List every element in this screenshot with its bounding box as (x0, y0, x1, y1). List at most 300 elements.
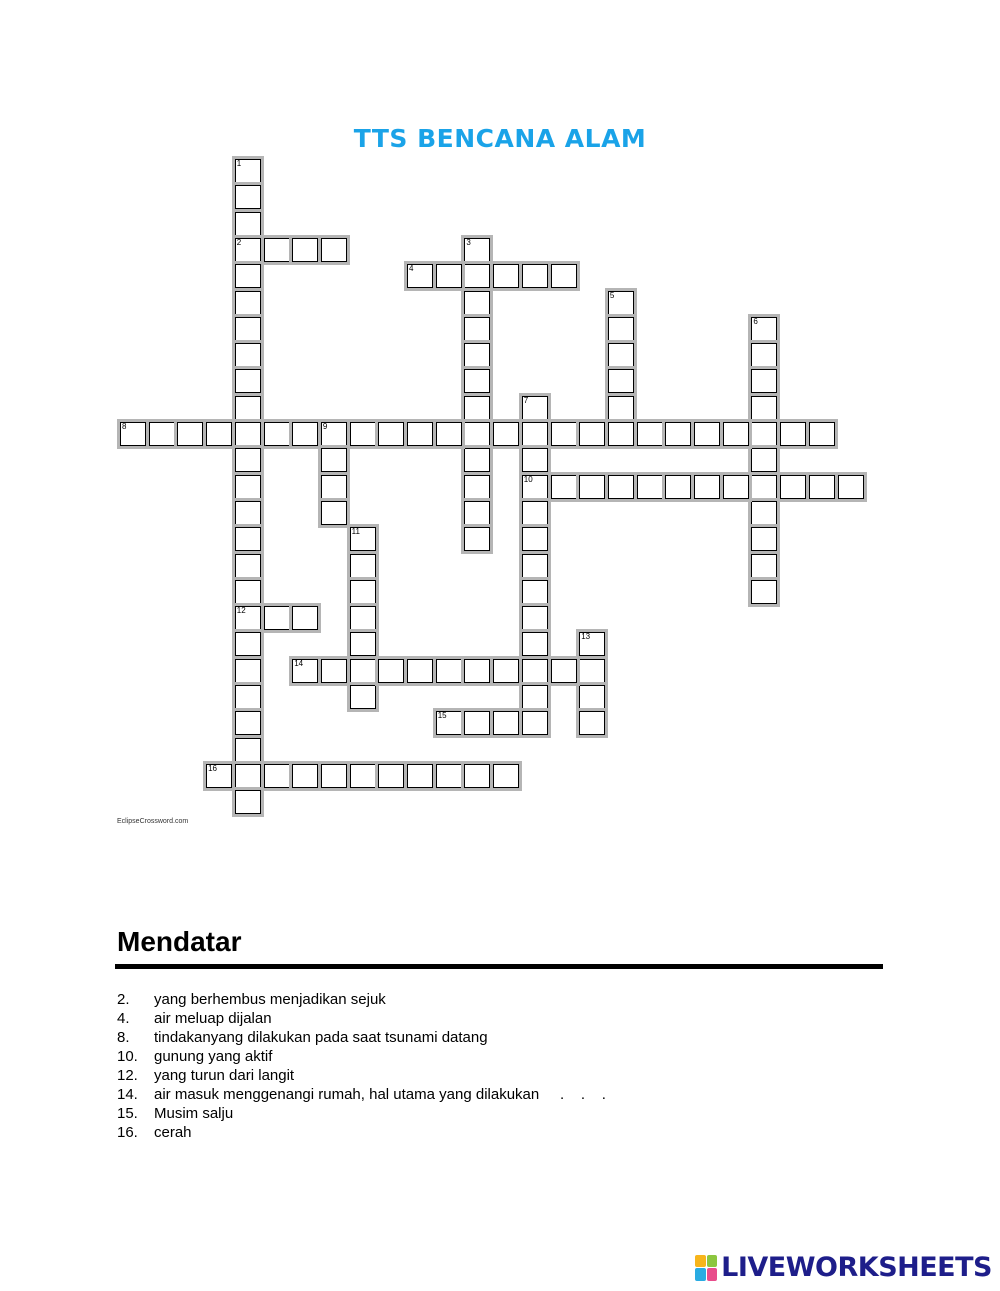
cell-input[interactable] (609, 344, 633, 366)
grid-cell[interactable] (264, 238, 290, 262)
grid-cell[interactable] (235, 501, 261, 525)
grid-cell[interactable] (436, 711, 462, 735)
grid-cell[interactable] (608, 291, 634, 315)
cell-input[interactable] (580, 712, 604, 734)
cell-input[interactable] (465, 318, 489, 340)
cell-input[interactable] (178, 423, 202, 445)
cell-input[interactable] (724, 423, 748, 445)
grid-cell[interactable] (321, 422, 347, 446)
grid-cell[interactable] (608, 422, 634, 446)
cell-input[interactable] (236, 791, 260, 813)
grid-cell[interactable] (436, 422, 462, 446)
cell-input[interactable] (351, 423, 375, 445)
cell-input[interactable] (265, 607, 289, 629)
grid-cell[interactable] (149, 422, 175, 446)
cell-input[interactable] (580, 660, 604, 682)
grid-cell[interactable] (551, 422, 577, 446)
grid-cell[interactable] (522, 422, 548, 446)
grid-cell[interactable] (292, 422, 318, 446)
grid-cell[interactable] (694, 422, 720, 446)
cell-input[interactable] (609, 423, 633, 445)
cell-input[interactable] (408, 423, 432, 445)
grid-cell[interactable] (235, 580, 261, 604)
grid-cell[interactable] (665, 422, 691, 446)
cell-input[interactable] (236, 344, 260, 366)
grid-cell[interactable] (522, 396, 548, 420)
cell-input[interactable] (810, 423, 834, 445)
grid-cell[interactable] (579, 475, 605, 499)
grid-cell[interactable] (579, 685, 605, 709)
grid-cell[interactable] (637, 422, 663, 446)
grid-cell[interactable] (321, 659, 347, 683)
grid-cell[interactable] (608, 343, 634, 367)
grid-cell[interactable] (235, 396, 261, 420)
cell-input[interactable] (781, 476, 805, 498)
grid-cell[interactable] (522, 448, 548, 472)
grid-cell[interactable] (838, 475, 864, 499)
grid-cell[interactable] (522, 475, 548, 499)
grid-cell[interactable] (723, 475, 749, 499)
grid-cell[interactable] (464, 501, 490, 525)
cell-input[interactable] (552, 660, 576, 682)
cell-input[interactable] (265, 239, 289, 261)
cell-input[interactable] (236, 765, 260, 787)
cell-input[interactable] (465, 344, 489, 366)
cell-input[interactable] (523, 449, 547, 471)
grid-cell[interactable] (665, 475, 691, 499)
clue-text: air meluap dijalan (154, 1010, 272, 1027)
cell-input[interactable] (609, 476, 633, 498)
grid-cell[interactable] (235, 291, 261, 315)
grid-cell[interactable] (264, 606, 290, 630)
cell-input[interactable] (609, 292, 633, 314)
grid-cell[interactable] (522, 554, 548, 578)
cell-input[interactable] (552, 476, 576, 498)
grid-cell[interactable] (407, 264, 433, 288)
grid-cell[interactable] (751, 422, 777, 446)
cell-input[interactable] (236, 739, 260, 761)
cell-input[interactable] (351, 686, 375, 708)
cell-input[interactable] (236, 712, 260, 734)
grid-cell[interactable] (350, 685, 376, 709)
grid-cell[interactable] (235, 632, 261, 656)
grid-cell[interactable] (350, 554, 376, 578)
cell-input[interactable] (379, 765, 403, 787)
grid-cell[interactable] (522, 527, 548, 551)
grid-cell[interactable] (464, 317, 490, 341)
grid-cell[interactable] (120, 422, 146, 446)
cell-input[interactable] (265, 423, 289, 445)
cell-input[interactable] (322, 423, 346, 445)
clue-number-label: 5 (609, 290, 615, 300)
cell-input[interactable] (638, 476, 662, 498)
cell-input[interactable] (236, 660, 260, 682)
cell-input[interactable] (752, 397, 776, 419)
cell-input[interactable] (408, 765, 432, 787)
grid-cell[interactable] (579, 422, 605, 446)
clue-number-label: 12 (236, 606, 246, 616)
cell-input[interactable] (609, 397, 633, 419)
grid-cell[interactable] (751, 580, 777, 604)
grid-cell[interactable] (350, 659, 376, 683)
grid-cell[interactable] (608, 369, 634, 393)
cell-input[interactable] (465, 292, 489, 314)
cell-input[interactable] (437, 660, 461, 682)
clue-text: yang turun dari langit (154, 1067, 295, 1084)
grid-cell[interactable] (235, 159, 261, 183)
grid-cell[interactable] (464, 659, 490, 683)
grid-cell[interactable] (378, 659, 404, 683)
grid-cell[interactable] (551, 264, 577, 288)
cell-input[interactable] (236, 397, 260, 419)
grid-cell[interactable] (235, 317, 261, 341)
grid-cell[interactable] (321, 475, 347, 499)
cell-input[interactable] (666, 476, 690, 498)
grid-cell[interactable] (436, 264, 462, 288)
cell-input[interactable] (523, 397, 547, 419)
grid-cell[interactable] (493, 764, 519, 788)
grid-cell[interactable] (436, 764, 462, 788)
cell-input[interactable] (724, 476, 748, 498)
cell-input[interactable] (437, 712, 461, 734)
grid-cell[interactable] (751, 527, 777, 551)
grid-cell[interactable] (464, 291, 490, 315)
cell-input[interactable] (351, 528, 375, 550)
cell-input[interactable] (494, 660, 518, 682)
cell-input[interactable] (523, 555, 547, 577)
cell-input[interactable] (236, 423, 260, 445)
grid-cell[interactable] (464, 711, 490, 735)
grid-cell[interactable] (264, 422, 290, 446)
cell-input[interactable] (351, 607, 375, 629)
grid-cell[interactable] (579, 711, 605, 735)
cell-input[interactable] (494, 712, 518, 734)
grid-cell[interactable] (694, 475, 720, 499)
cell-input[interactable] (752, 344, 776, 366)
grid-cell[interactable] (407, 764, 433, 788)
clue-number: 14. (117, 1086, 138, 1103)
grid-cell[interactable] (321, 448, 347, 472)
grid-cell[interactable] (464, 369, 490, 393)
cell-input[interactable] (580, 633, 604, 655)
cell-input[interactable] (351, 581, 375, 603)
clue-number: 4. (117, 1010, 130, 1027)
grid-cell[interactable] (321, 238, 347, 262)
grid-cell[interactable] (522, 632, 548, 656)
grid-cell[interactable] (608, 475, 634, 499)
grid-cell[interactable] (321, 501, 347, 525)
grid-cell[interactable] (235, 422, 261, 446)
cell-input[interactable] (379, 660, 403, 682)
cell-input[interactable] (236, 160, 260, 182)
cell-input[interactable] (523, 265, 547, 287)
cell-input[interactable] (523, 633, 547, 655)
cell-input[interactable] (465, 423, 489, 445)
cell-input[interactable] (638, 423, 662, 445)
liveworksheets-logo (695, 1252, 992, 1283)
grid-cell[interactable] (751, 501, 777, 525)
grid-cell[interactable] (493, 422, 519, 446)
grid-cell[interactable] (292, 659, 318, 683)
cell-input[interactable] (236, 686, 260, 708)
cell-input[interactable] (609, 318, 633, 340)
cell-input[interactable] (236, 633, 260, 655)
grid-cell[interactable] (751, 369, 777, 393)
grid-cell[interactable] (235, 448, 261, 472)
grid-cell[interactable] (235, 764, 261, 788)
cell-input[interactable] (322, 449, 346, 471)
cell-input[interactable] (465, 476, 489, 498)
grid-cell[interactable] (235, 475, 261, 499)
cell-input[interactable] (465, 765, 489, 787)
cell-input[interactable] (236, 502, 260, 524)
grid-cell[interactable] (809, 475, 835, 499)
cell-input[interactable] (150, 423, 174, 445)
clue-item (117, 1085, 817, 1104)
cell-input[interactable] (752, 555, 776, 577)
cell-input[interactable] (351, 633, 375, 655)
grid-cell[interactable] (177, 422, 203, 446)
grid-cell[interactable] (608, 317, 634, 341)
cell-input[interactable] (437, 423, 461, 445)
cell-input[interactable] (494, 265, 518, 287)
grid-cell[interactable] (522, 685, 548, 709)
grid-cell[interactable] (235, 185, 261, 209)
cell-input[interactable] (207, 765, 231, 787)
cell-input[interactable] (408, 660, 432, 682)
grid-cell[interactable] (780, 475, 806, 499)
cell-input[interactable] (465, 239, 489, 261)
cell-input[interactable] (523, 686, 547, 708)
grid-cell[interactable] (235, 685, 261, 709)
grid-cell[interactable] (464, 422, 490, 446)
cell-input[interactable] (839, 476, 863, 498)
grid-cell[interactable] (751, 317, 777, 341)
cell-input[interactable] (322, 660, 346, 682)
grid-cell[interactable] (780, 422, 806, 446)
cell-input[interactable] (752, 449, 776, 471)
grid-cell[interactable] (464, 238, 490, 262)
cell-input[interactable] (494, 423, 518, 445)
cell-input[interactable] (752, 423, 776, 445)
grid-cell[interactable] (522, 264, 548, 288)
cell-input[interactable] (322, 502, 346, 524)
grid-cell[interactable] (378, 422, 404, 446)
cell-input[interactable] (752, 370, 776, 392)
cell-input[interactable] (523, 423, 547, 445)
cell-input[interactable] (695, 423, 719, 445)
clue-number-label: 14 (294, 658, 304, 668)
grid-cell[interactable] (522, 606, 548, 630)
grid-cell[interactable] (321, 764, 347, 788)
cell-input[interactable] (465, 265, 489, 287)
cell-input[interactable] (523, 502, 547, 524)
cell-input[interactable] (552, 423, 576, 445)
grid-cell[interactable] (493, 659, 519, 683)
cell-input[interactable] (408, 265, 432, 287)
grid-cell[interactable] (235, 606, 261, 630)
grid-cell[interactable] (407, 659, 433, 683)
grid-cell[interactable] (551, 475, 577, 499)
cell-input[interactable] (293, 423, 317, 445)
grid-cell[interactable] (350, 580, 376, 604)
grid-cell[interactable] (350, 527, 376, 551)
cell-input[interactable] (322, 765, 346, 787)
grid-cell[interactable] (637, 475, 663, 499)
cell-input[interactable] (322, 476, 346, 498)
cell-input[interactable] (810, 476, 834, 498)
cell-input[interactable] (236, 370, 260, 392)
cell-input[interactable] (695, 476, 719, 498)
cell-input[interactable] (293, 765, 317, 787)
grid-cell[interactable] (235, 554, 261, 578)
cell-input[interactable] (465, 370, 489, 392)
cell-input[interactable] (523, 528, 547, 550)
cell-input[interactable] (379, 423, 403, 445)
grid-cell[interactable] (235, 264, 261, 288)
cell-input[interactable] (752, 318, 776, 340)
cell-input[interactable] (236, 555, 260, 577)
grid-cell[interactable] (235, 711, 261, 735)
cell-input[interactable] (465, 449, 489, 471)
grid-cell[interactable] (235, 659, 261, 683)
cell-input[interactable] (322, 239, 346, 261)
cell-input[interactable] (437, 765, 461, 787)
grid-cell[interactable] (292, 238, 318, 262)
cell-input[interactable] (523, 476, 547, 498)
cell-input[interactable] (265, 765, 289, 787)
cell-input[interactable] (236, 265, 260, 287)
cell-input[interactable] (523, 660, 547, 682)
cell-input[interactable] (121, 423, 145, 445)
cell-input[interactable] (236, 476, 260, 498)
cell-input[interactable] (236, 292, 260, 314)
cell-input[interactable] (465, 397, 489, 419)
cell-input[interactable] (437, 265, 461, 287)
grid-cell[interactable] (579, 632, 605, 656)
cell-input[interactable] (236, 449, 260, 471)
cell-input[interactable] (580, 686, 604, 708)
grid-cell[interactable] (235, 238, 261, 262)
grid-cell[interactable] (235, 738, 261, 762)
grid-cell[interactable] (464, 448, 490, 472)
grid-cell[interactable] (751, 448, 777, 472)
grid-cell[interactable] (579, 659, 605, 683)
grid-cell[interactable] (235, 212, 261, 236)
cell-input[interactable] (494, 765, 518, 787)
cell-input[interactable] (236, 318, 260, 340)
clue-number-label: 4 (409, 264, 414, 274)
cell-input[interactable] (351, 765, 375, 787)
grid-cell[interactable] (551, 659, 577, 683)
grid-cell[interactable] (292, 764, 318, 788)
cell-input[interactable] (781, 423, 805, 445)
cell-input[interactable] (236, 581, 260, 603)
cell-input[interactable] (609, 370, 633, 392)
cell-input[interactable] (351, 660, 375, 682)
grid-cell[interactable] (436, 659, 462, 683)
grid-cell[interactable] (378, 764, 404, 788)
grid-cell[interactable] (751, 554, 777, 578)
grid-cell[interactable] (809, 422, 835, 446)
grid-cell[interactable] (206, 422, 232, 446)
grid-cell[interactable] (235, 369, 261, 393)
grid-cell[interactable] (292, 606, 318, 630)
grid-cell[interactable] (522, 580, 548, 604)
grid-cell[interactable] (464, 527, 490, 551)
grid-cell[interactable] (751, 343, 777, 367)
cell-input[interactable] (293, 239, 317, 261)
cell-input[interactable] (465, 712, 489, 734)
grid-cell[interactable] (235, 527, 261, 551)
cell-input[interactable] (580, 476, 604, 498)
cell-input[interactable] (236, 239, 260, 261)
cell-input[interactable] (523, 607, 547, 629)
grid-cell[interactable] (350, 422, 376, 446)
grid-cell[interactable] (407, 422, 433, 446)
cell-input[interactable] (752, 476, 776, 498)
grid-cell[interactable] (464, 475, 490, 499)
cell-input[interactable] (580, 423, 604, 445)
cell-input[interactable] (752, 581, 776, 603)
cell-input[interactable] (236, 186, 260, 208)
grid-cell[interactable] (751, 475, 777, 499)
clue-number: 15. (117, 1105, 138, 1122)
logo-text: LIVEWORKSHEETS (721, 1252, 992, 1283)
grid-cell[interactable] (751, 396, 777, 420)
grid-cell[interactable] (493, 264, 519, 288)
grid-cell[interactable] (206, 764, 232, 788)
grid-cell[interactable] (464, 264, 490, 288)
clue-item (117, 1066, 817, 1085)
cell-input[interactable] (523, 712, 547, 734)
cell-input[interactable] (207, 423, 231, 445)
grid-cell[interactable] (235, 790, 261, 814)
grid-cell[interactable] (522, 659, 548, 683)
grid-cell[interactable] (350, 606, 376, 630)
grid-cell[interactable] (723, 422, 749, 446)
grid-cell[interactable] (350, 764, 376, 788)
cell-input[interactable] (552, 265, 576, 287)
cell-input[interactable] (752, 528, 776, 550)
grid-cell[interactable] (608, 396, 634, 420)
grid-cell[interactable] (493, 711, 519, 735)
grid-cell[interactable] (350, 632, 376, 656)
grid-cell[interactable] (522, 501, 548, 525)
grid-cell[interactable] (264, 764, 290, 788)
grid-cell[interactable] (464, 396, 490, 420)
cell-input[interactable] (666, 423, 690, 445)
grid-cell[interactable] (522, 711, 548, 735)
clue-text: tindakanyang dilakukan pada saat tsunami datang (154, 1029, 488, 1046)
cell-input[interactable] (465, 528, 489, 550)
cell-input[interactable] (293, 660, 317, 682)
cell-input[interactable] (236, 607, 260, 629)
cell-input[interactable] (465, 660, 489, 682)
cell-input[interactable] (236, 528, 260, 550)
cell-input[interactable] (236, 213, 260, 235)
clue-item (117, 1009, 817, 1028)
cell-input[interactable] (293, 607, 317, 629)
cell-input[interactable] (465, 502, 489, 524)
grid-cell[interactable] (464, 343, 490, 367)
cell-input[interactable] (523, 581, 547, 603)
cell-input[interactable] (752, 502, 776, 524)
clues-heading: Mendatar (117, 926, 242, 957)
grid-cell[interactable] (235, 343, 261, 367)
cell-input[interactable] (351, 555, 375, 577)
grid-cell[interactable] (464, 764, 490, 788)
